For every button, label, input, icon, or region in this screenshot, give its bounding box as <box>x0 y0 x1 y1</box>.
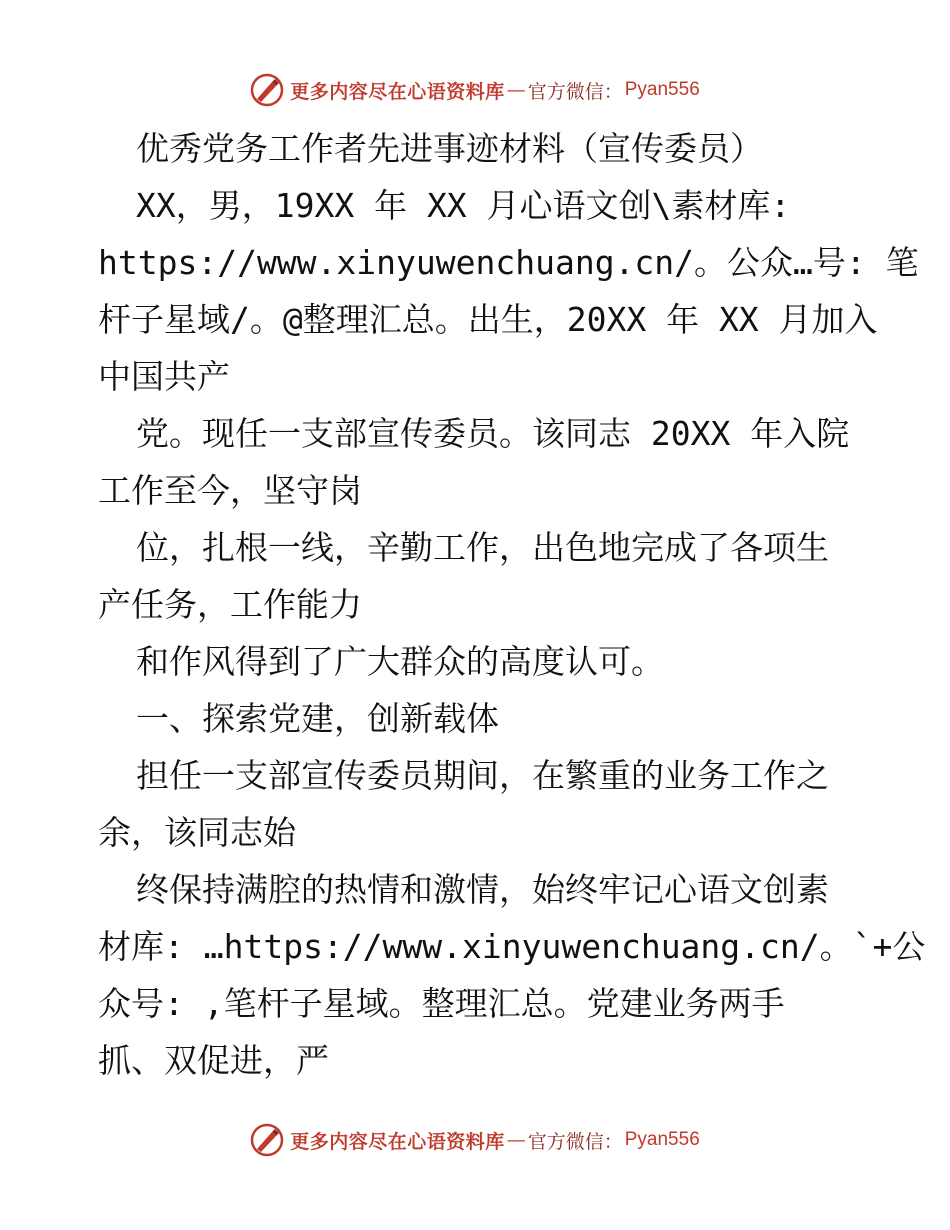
text-line: 杆子星域/。@整理汇总。出生，20XX 年 XX 月加入 <box>98 300 878 339</box>
text-line: 材库: …https://www.xinyuwenchuang.cn/。`+公 <box>98 927 926 966</box>
pen-logo-icon <box>250 1123 284 1157</box>
banner-text: 更多内容尽在心语资料库 <box>290 80 505 103</box>
text-line: 终保持满腔的热情和激情，始终牢记心语文创素 <box>136 870 829 909</box>
text-line: 抓、双促进，严 <box>98 1041 329 1080</box>
text-line: 余，该同志始 <box>98 813 296 852</box>
text-line: https://www.xinyuwenchuang.cn/。公众…号: 笔 <box>98 243 919 282</box>
document-body <box>98 120 926 1089</box>
footer-banner <box>0 1120 950 1160</box>
text-line: 产任务，工作能力 <box>98 585 362 624</box>
banner-wechat-label: 官方微信： <box>527 80 623 103</box>
banner-dash: — <box>506 1129 526 1151</box>
text-line: XX，男，19XX 年 XX 月心语文创\素材库: <box>136 186 791 225</box>
pen-logo-icon <box>250 73 284 107</box>
banner-wechat-id: Pyan556 <box>624 79 700 100</box>
text-line: 和作风得到了广大群众的高度认可。 <box>136 642 664 681</box>
text-line: 众号: ,笔杆子星域。整理汇总。党建业务两手 <box>98 984 785 1023</box>
section-heading: 一、探索党建，创新载体 <box>136 699 499 738</box>
banner-wechat-id: Pyan556 <box>624 1129 700 1150</box>
document-title: 优秀党务工作者先进事迹材料（宣传委员） <box>136 129 763 168</box>
text-line: 党。现任一支部宣传委员。该同志 20XX 年入院 <box>136 414 850 453</box>
banner-wechat-label: 官方微信： <box>527 1130 623 1153</box>
banner-text: 更多内容尽在心语资料库 <box>290 1130 505 1153</box>
text-line: 位，扎根一线，辛勤工作，出色地完成了各项生 <box>136 528 829 567</box>
header-banner <box>0 70 950 110</box>
text-line: 中国共产 <box>98 357 230 396</box>
banner-dash: — <box>506 79 526 101</box>
text-line: 工作至今，坚守岗 <box>98 471 362 510</box>
text-line: 担任一支部宣传委员期间，在繁重的业务工作之 <box>136 756 829 795</box>
